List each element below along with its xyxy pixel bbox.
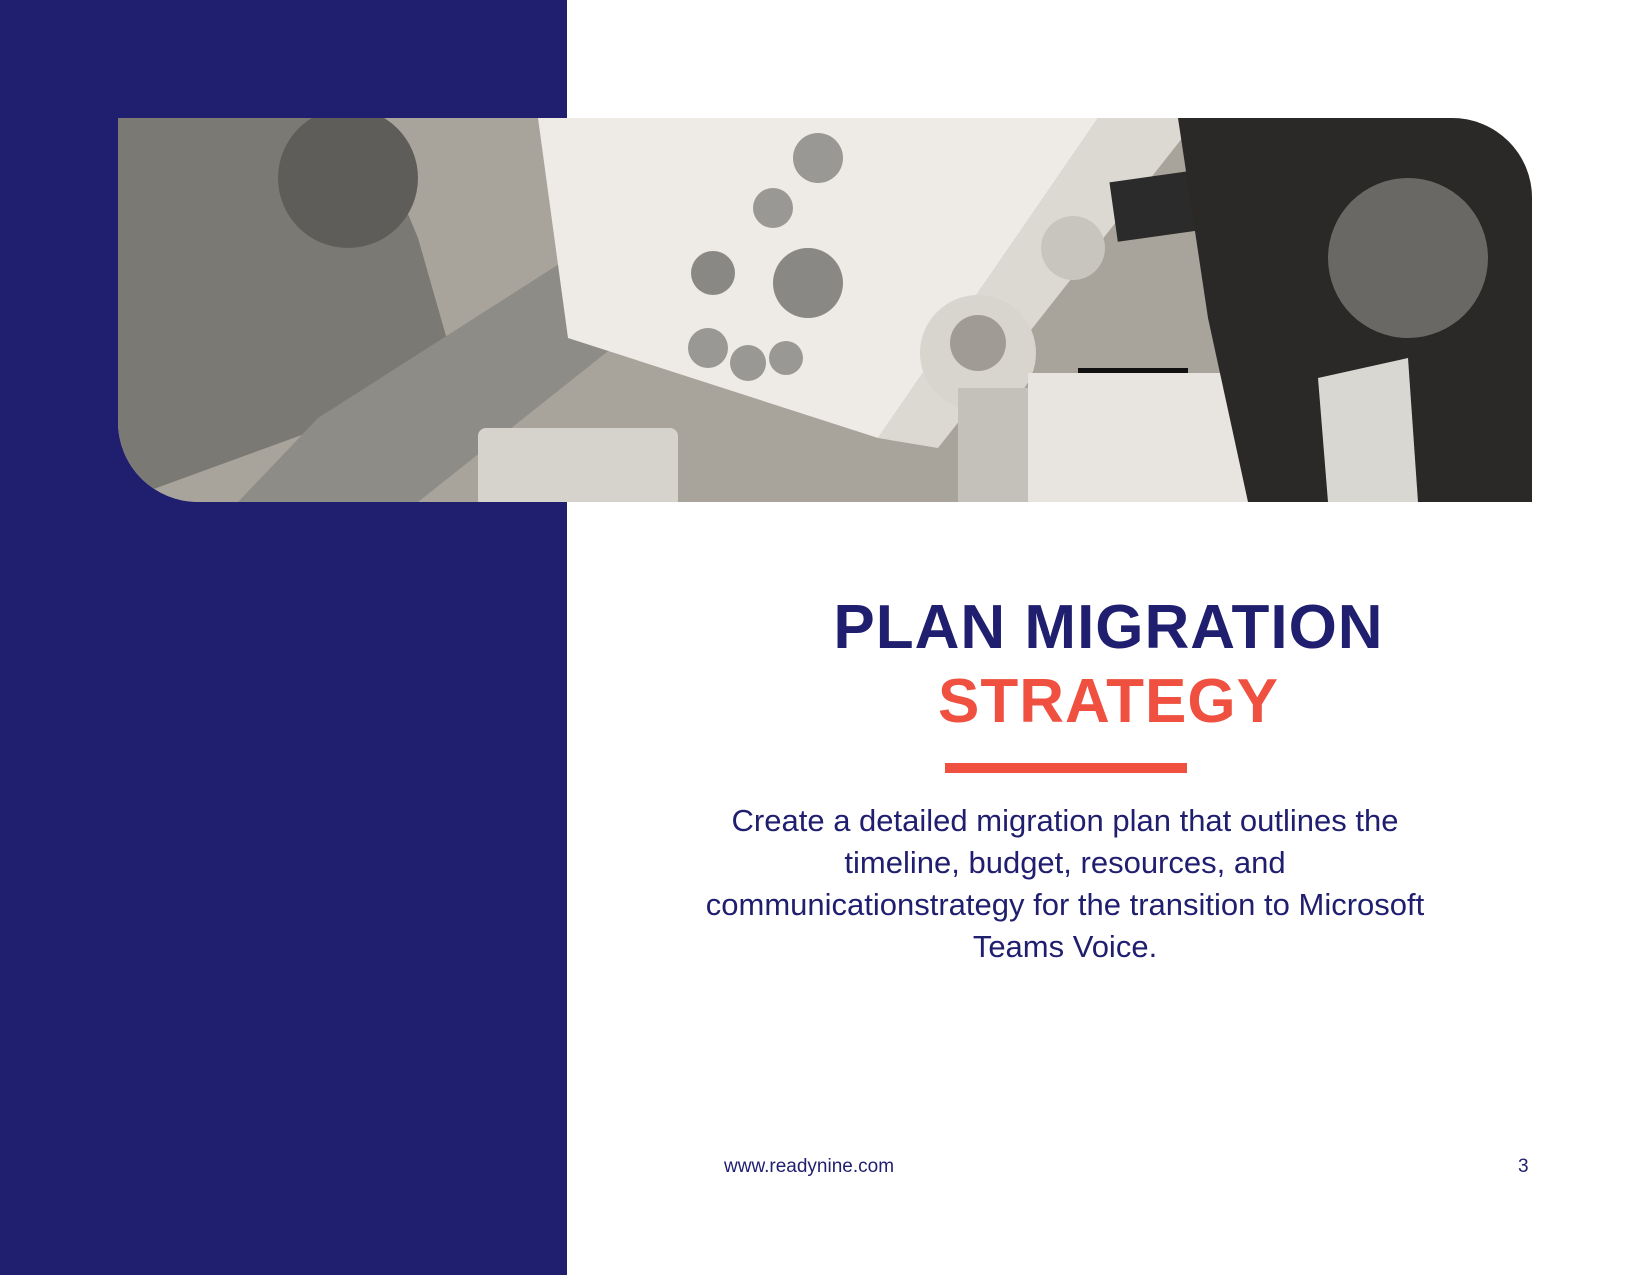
footer-url[interactable]: www.readynine.com [724,1156,895,1177]
title-divider [945,763,1187,773]
body-paragraph: Create a detailed migration plan that outlines the timeline, budget, resources, and communicationstrategy for the transition to Microsoft Teams Voice. [705,803,1425,964]
title-line-2: STRATEGY [938,667,1279,736]
meeting-photo-icon [118,118,1532,502]
title-line-1: PLAN MIGRATION [833,593,1384,662]
page-number: 3 [1518,1156,1529,1177]
hero-photo [118,118,1532,502]
